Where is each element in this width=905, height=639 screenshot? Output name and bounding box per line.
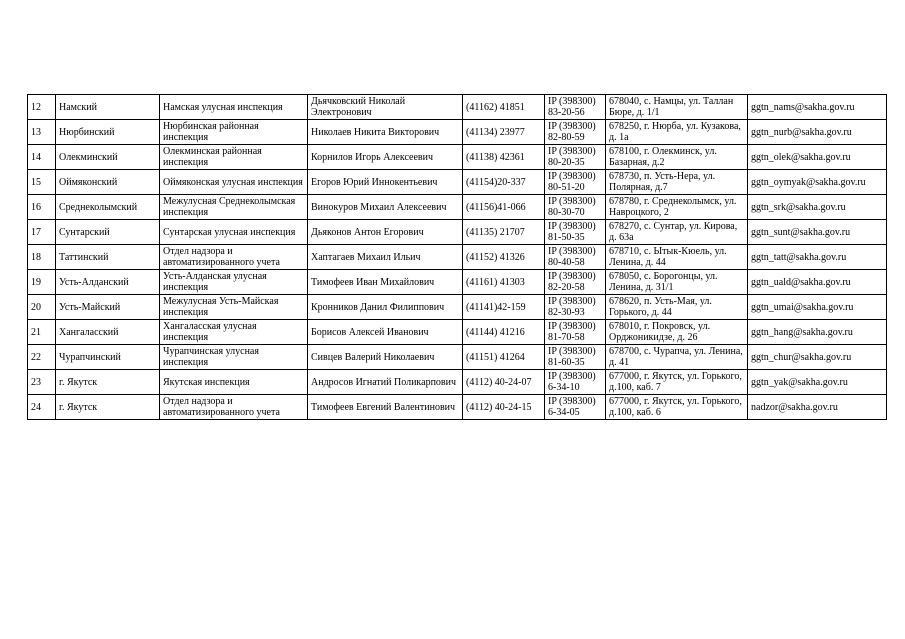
phone-number: (41152) 41326 (463, 245, 545, 270)
row-number: 23 (28, 370, 56, 395)
ip-phone: IP (398300) 81-50-35 (545, 220, 606, 245)
postal-address: 678040, с. Намцы, ул. Таллан Бюре, д. 1/1 (606, 95, 748, 120)
row-number: 21 (28, 320, 56, 345)
head-name: Андросов Игнатий Поликарпович (308, 370, 463, 395)
row-number: 24 (28, 395, 56, 420)
email-address: ggtn_olek@sakha.gov.ru (748, 145, 887, 170)
district-name: Нюрбинский (56, 120, 160, 145)
email-address: ggtn_uald@sakha.gov.ru (748, 270, 887, 295)
inspection-name: Отдел надзора и автоматизированного учета (160, 395, 308, 420)
inspection-name: Хангаласская улусная инспекция (160, 320, 308, 345)
postal-address: 678730, п. Усть-Нера, ул. Полярная, д.7 (606, 170, 748, 195)
inspection-name: Чурапчинская улусная инспекция (160, 345, 308, 370)
email-address: ggtn_oymyak@sakha.gov.ru (748, 170, 887, 195)
postal-address: 677000, г. Якутск, ул. Горького, д.100, каб. 7 (606, 370, 748, 395)
district-name: Чурапчинский (56, 345, 160, 370)
district-name: Среднеколымский (56, 195, 160, 220)
head-name: Николаев Никита Викторович (308, 120, 463, 145)
ip-phone: IP (398300) 81-60-35 (545, 345, 606, 370)
head-name: Сивцев Валерий Николаевич (308, 345, 463, 370)
ip-phone: IP (398300) 83-20-56 (545, 95, 606, 120)
head-name: Кронников Данил Филиппович (308, 295, 463, 320)
table-row (28, 395, 887, 420)
phone-number: (4112) 40-24-15 (463, 395, 545, 420)
inspection-name: Якутская инспекция (160, 370, 308, 395)
head-name: Борисов Алексей Иванович (308, 320, 463, 345)
head-name: Тимофеев Иван Михайлович (308, 270, 463, 295)
district-name: Усть-Майский (56, 295, 160, 320)
email-address: ggtn_nurb@sakha.gov.ru (748, 120, 887, 145)
district-name: Хангаласский (56, 320, 160, 345)
email-address: ggtn_yak@sakha.gov.ru (748, 370, 887, 395)
table-row (28, 370, 887, 395)
table-row (28, 245, 887, 270)
table-row (28, 295, 887, 320)
district-name: Оймяконский (56, 170, 160, 195)
row-number: 22 (28, 345, 56, 370)
phone-number: (41134) 23977 (463, 120, 545, 145)
row-number: 14 (28, 145, 56, 170)
district-name: Олекминский (56, 145, 160, 170)
district-name: Таттинский (56, 245, 160, 270)
ip-phone: IP (398300) 6-34-05 (545, 395, 606, 420)
email-address: ggtn_umai@sakha.gov.ru (748, 295, 887, 320)
ip-phone: IP (398300) 82-30-93 (545, 295, 606, 320)
postal-address: 678250, г. Нюрба, ул. Кузакова, д. 1а (606, 120, 748, 145)
ip-phone: IP (398300) 80-51-20 (545, 170, 606, 195)
district-name: Сунтарский (56, 220, 160, 245)
ip-phone: IP (398300) 81-70-58 (545, 320, 606, 345)
phone-number: (41162) 41851 (463, 95, 545, 120)
head-name: Дьяконов Антон Егорович (308, 220, 463, 245)
inspection-name: Межулусная Усть-Майская инспекция (160, 295, 308, 320)
phone-number: (41151) 41264 (463, 345, 545, 370)
inspection-name: Усть-Алданская улусная инспекция (160, 270, 308, 295)
email-address: ggtn_hang@sakha.gov.ru (748, 320, 887, 345)
district-name: г. Якутск (56, 370, 160, 395)
postal-address: 678050, с. Борогонцы, ул. Ленина, д. 31/1 (606, 270, 748, 295)
phone-number: (41141)42-159 (463, 295, 545, 320)
inspection-name: Отдел надзора и автоматизированного учета (160, 245, 308, 270)
table-row (28, 195, 887, 220)
table-row (28, 220, 887, 245)
inspection-name: Сунтарская улусная инспекция (160, 220, 308, 245)
phone-number: (41135) 21707 (463, 220, 545, 245)
inspections-table (27, 94, 887, 420)
table-row (28, 95, 887, 120)
ip-phone: IP (398300) 6-34-10 (545, 370, 606, 395)
head-name: Егоров Юрий Иннокентьевич (308, 170, 463, 195)
table-body (28, 95, 887, 420)
table-row (28, 170, 887, 195)
district-name: Усть-Алданский (56, 270, 160, 295)
phone-number: (4112) 40-24-07 (463, 370, 545, 395)
phone-number: (41156)41-066 (463, 195, 545, 220)
postal-address: 678270, с. Сунтар, ул. Кирова, д. 63а (606, 220, 748, 245)
inspection-name: Олекминская районная инспекция (160, 145, 308, 170)
table-row (28, 345, 887, 370)
email-address: ggtn_srk@sakha.gov.ru (748, 195, 887, 220)
phone-number: (41161) 41303 (463, 270, 545, 295)
ip-phone: IP (398300) 82-20-58 (545, 270, 606, 295)
row-number: 16 (28, 195, 56, 220)
row-number: 12 (28, 95, 56, 120)
postal-address: 678780, г. Среднеколымск, ул. Навроцкого, 2 (606, 195, 748, 220)
inspection-name: Намская улусная инспекция (160, 95, 308, 120)
inspection-name: Межулусная Среднеколымская инспекция (160, 195, 308, 220)
row-number: 19 (28, 270, 56, 295)
inspection-name: Оймяконская улусная инспекция (160, 170, 308, 195)
postal-address: 677000, г. Якутск, ул. Горького, д.100, каб. 6 (606, 395, 748, 420)
head-name: Дьячковский Николай Электронович (308, 95, 463, 120)
district-name: г. Якутск (56, 395, 160, 420)
row-number: 20 (28, 295, 56, 320)
head-name: Хаптагаев Михаил Ильич (308, 245, 463, 270)
postal-address: 678710, с. Ытык-Кюель, ул. Ленина, д. 44 (606, 245, 748, 270)
postal-address: 678010, г. Покровск, ул. Орджоникидзе, д. 26 (606, 320, 748, 345)
row-number: 13 (28, 120, 56, 145)
postal-address: 678100, г. Олекминск, ул. Базарная, д.2 (606, 145, 748, 170)
postal-address: 678620, п. Усть-Мая, ул. Горького, д. 44 (606, 295, 748, 320)
head-name: Корнилов Игорь Алексеевич (308, 145, 463, 170)
phone-number: (41138) 42361 (463, 145, 545, 170)
postal-address: 678700, с. Чурапча, ул. Ленина, д. 41 (606, 345, 748, 370)
table-row (28, 320, 887, 345)
email-address: ggtn_sunt@sakha.gov.ru (748, 220, 887, 245)
ip-phone: IP (398300) 82-80-59 (545, 120, 606, 145)
inspection-name: Нюрбинская районная инспекция (160, 120, 308, 145)
phone-number: (41144) 41216 (463, 320, 545, 345)
email-address: ggtn_tatt@sakha.gov.ru (748, 245, 887, 270)
row-number: 17 (28, 220, 56, 245)
email-address: nadzor@sakha.gov.ru (748, 395, 887, 420)
phone-number: (41154)20-337 (463, 170, 545, 195)
ip-phone: IP (398300) 80-40-58 (545, 245, 606, 270)
email-address: ggtn_nams@sakha.gov.ru (748, 95, 887, 120)
row-number: 15 (28, 170, 56, 195)
table-row (28, 145, 887, 170)
ip-phone: IP (398300) 80-30-70 (545, 195, 606, 220)
head-name: Тимофеев Евгений Валентинович (308, 395, 463, 420)
table-row (28, 120, 887, 145)
head-name: Винокуров Михаил Алексеевич (308, 195, 463, 220)
table-row (28, 270, 887, 295)
email-address: ggtn_chur@sakha.gov.ru (748, 345, 887, 370)
ip-phone: IP (398300) 80-20-35 (545, 145, 606, 170)
row-number: 18 (28, 245, 56, 270)
district-name: Намский (56, 95, 160, 120)
